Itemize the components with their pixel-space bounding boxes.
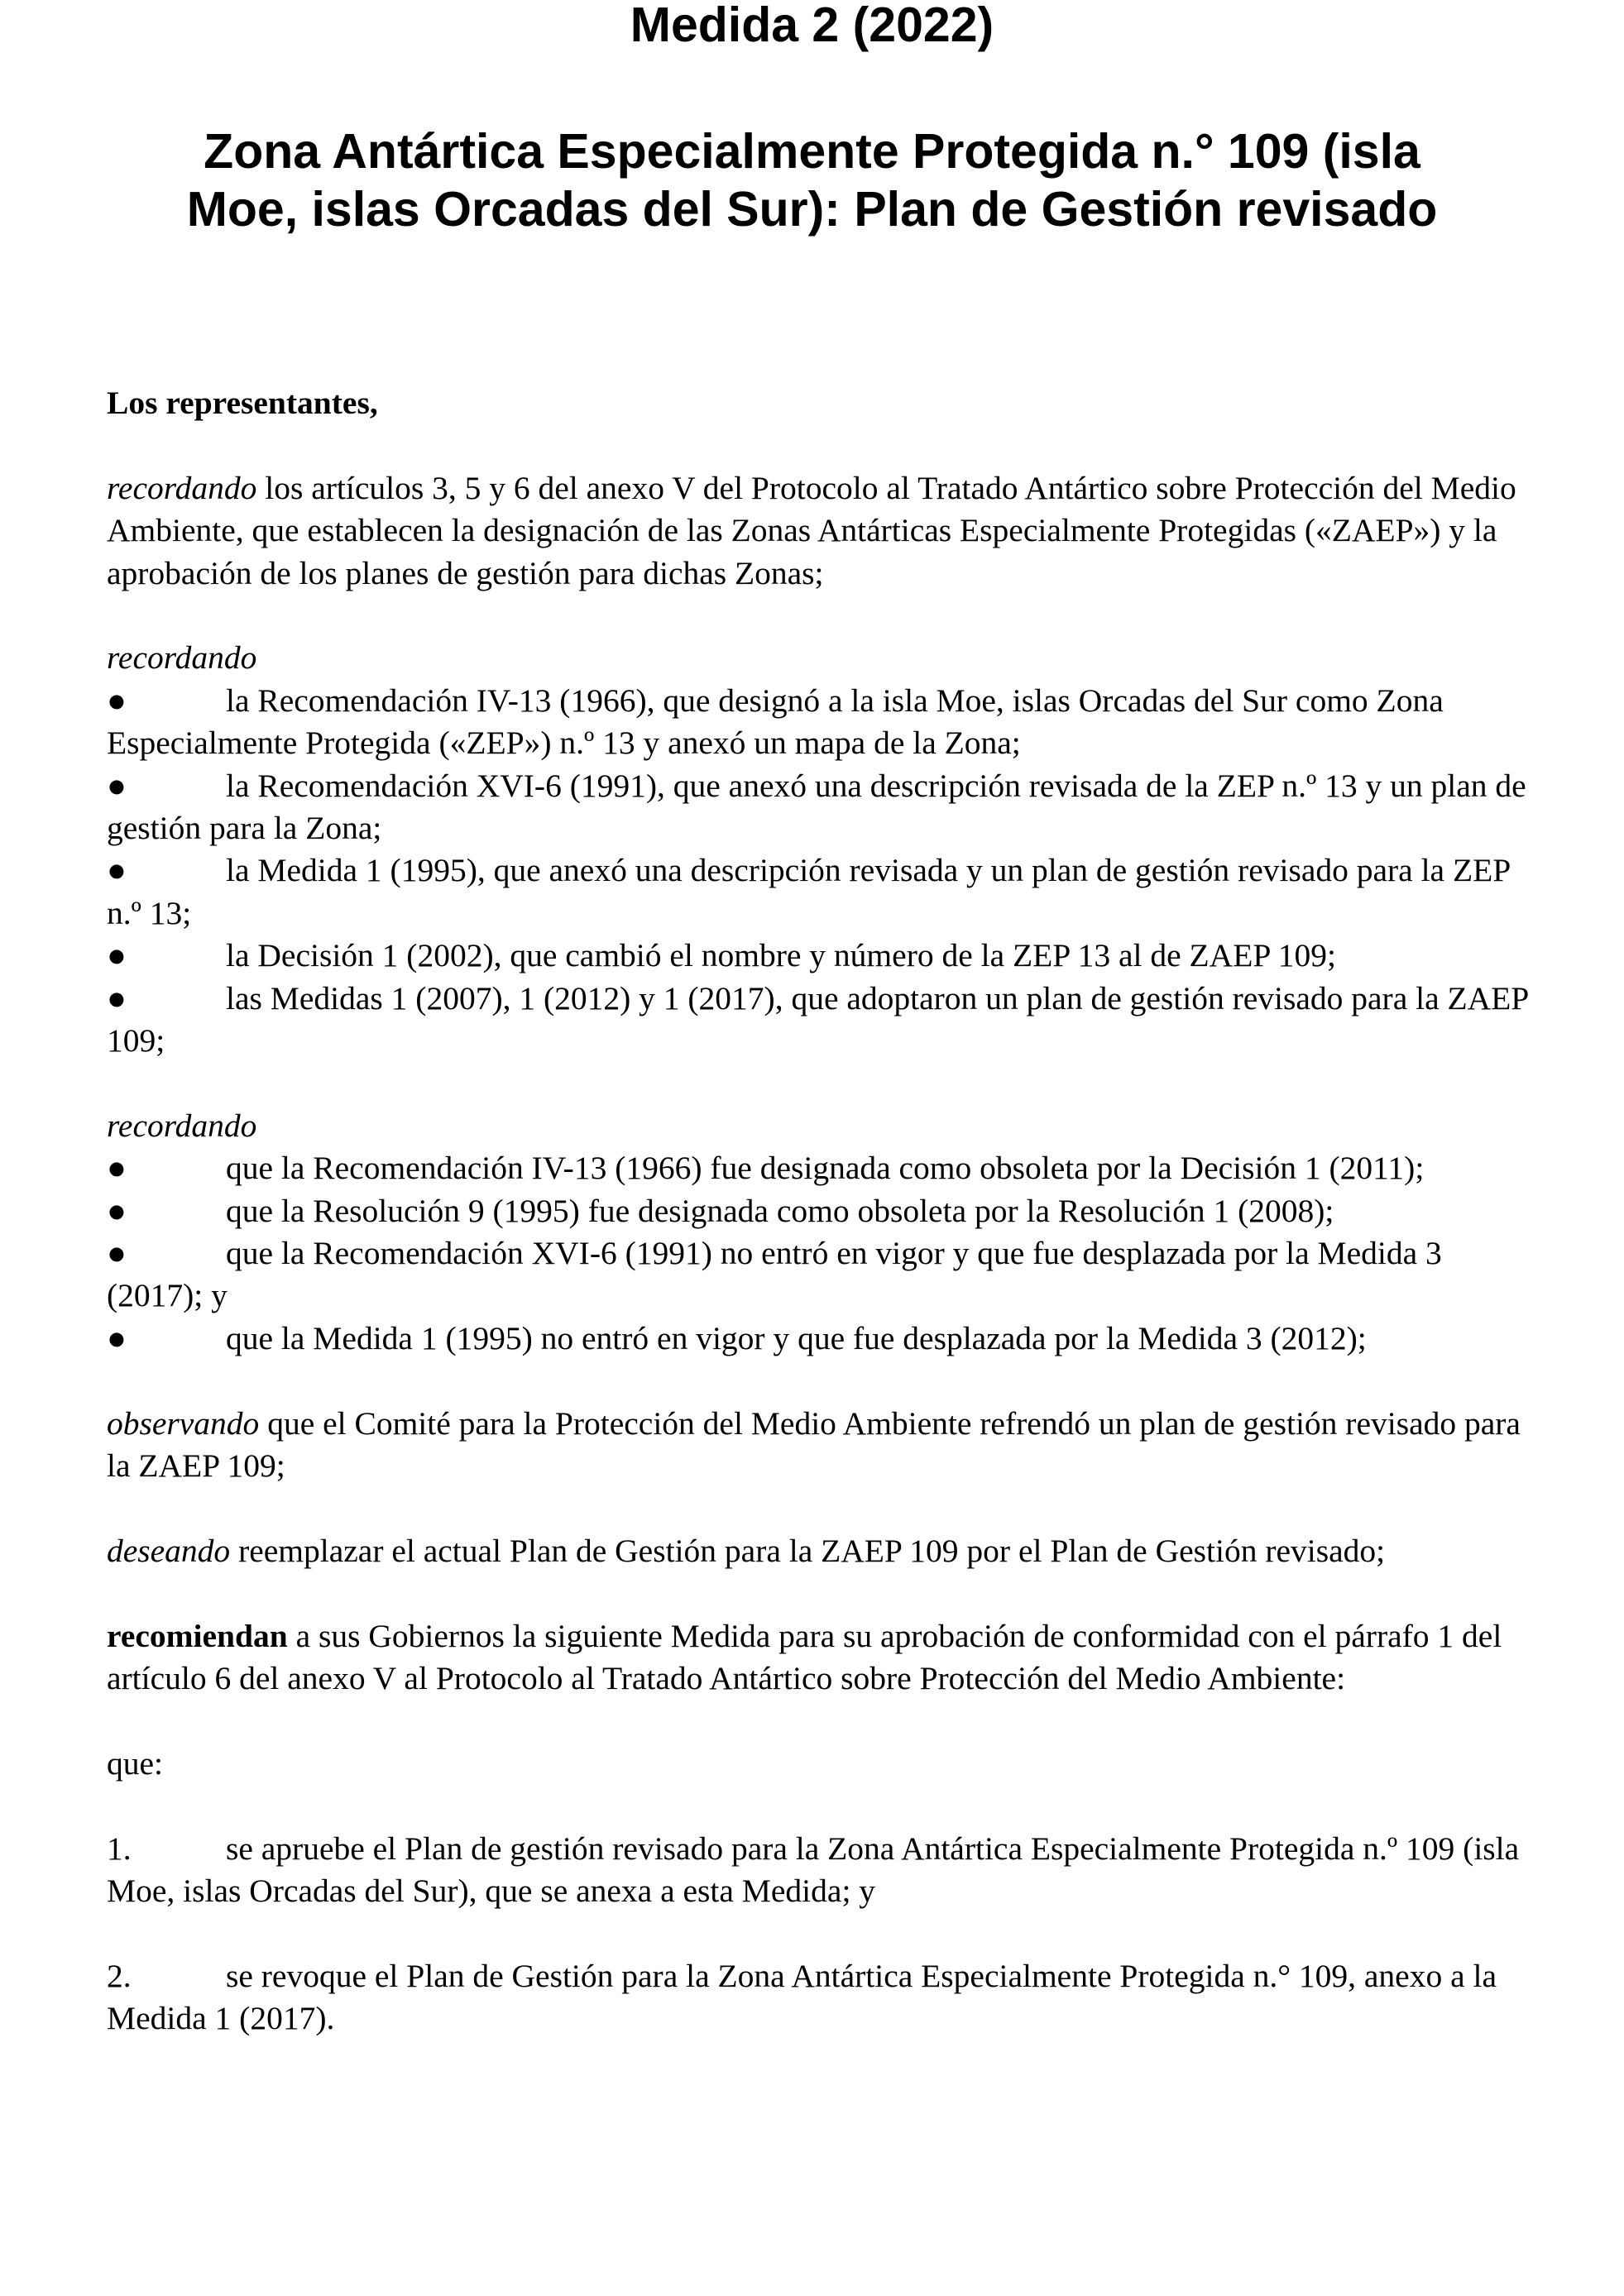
list-item <box>107 1147 1530 1189</box>
paragraph-recommend <box>107 1615 1530 1700</box>
list-item-text: la Recomendación XVI-6 (1991), que anexó una descripción revisada de la ZEP n.º 13 y un plan de gestión para la Zona; <box>107 767 1526 847</box>
bullet-icon: ● <box>107 979 127 1016</box>
list-item <box>107 849 1530 935</box>
paragraph-lead: observando <box>107 1404 260 1442</box>
list-item <box>107 1190 1530 1232</box>
paragraph-lead: recomiendan <box>107 1617 288 1654</box>
bullet-icon: ● <box>107 1192 127 1229</box>
list-item-text: la Decisión 1 (2002), que cambió el nombre y número de la ZEP 13 al de ZAEP 109; <box>226 937 1336 974</box>
paragraph-text: que el Comité para la Protección del Medio Ambiente refrendó un plan de gestión revisado para la ZAEP 109; <box>107 1404 1521 1485</box>
list-item-text: la Medida 1 (1995), que anexó una descripción revisada y un plan de gestión revisado para la ZEP n.º 13; <box>107 852 1510 931</box>
list-item <box>107 765 1530 850</box>
paragraph-text: reemplazar el actual Plan de Gestión para la ZAEP 109 por el Plan de Gestión revisado; <box>230 1532 1386 1569</box>
intro-paragraph <box>107 382 1530 424</box>
document-title-line-1: Zona Antártica Especialmente Protegida n.° 109 (isla <box>204 124 1420 179</box>
document-title <box>0 122 1624 238</box>
resolution-item <box>107 1828 1530 1913</box>
measure-title-text: Medida 2 (2022) <box>630 0 994 52</box>
paragraph-lead: deseando <box>107 1532 231 1569</box>
paragraph-wishing <box>107 1530 1530 1572</box>
que-label: que: <box>107 1744 164 1782</box>
paragraph-recalling-history <box>107 637 1530 679</box>
bullet-icon: ● <box>107 1319 127 1356</box>
resolution-number: 2. <box>107 1957 132 1994</box>
paragraph-lead: recordando <box>107 639 257 677</box>
paragraph-recalling-articles <box>107 467 1530 595</box>
list-item <box>107 978 1530 1063</box>
list-item-text: que la Recomendación IV-13 (1966) fue designada como obsoleta por la Decisión 1 (2011); <box>226 1150 1425 1187</box>
list-item <box>107 1318 1530 1360</box>
list-item-text: las Medidas 1 (2007), 1 (2012) y 1 (2017), que adoptaron un plan de gestión revisado para la ZAEP 109; <box>107 979 1528 1060</box>
intro-text: Los representantes, <box>107 385 378 421</box>
list-item-text: que la Medida 1 (1995) no entró en vigor y que fue desplazada por la Medida 3 (2012); <box>226 1319 1367 1356</box>
list-item-text: la Recomendación IV-13 (1966), que designó a la isla Moe, islas Orcadas del Sur como Zona Especialmente Protegida («ZEP») n.º 13 y anexó un mapa de la Zona; <box>107 682 1444 762</box>
bullet-icon: ● <box>107 767 127 804</box>
document-title-line-2: Moe, islas Orcadas del Sur): Plan de Gestión revisado <box>186 182 1438 237</box>
bullet-icon: ● <box>107 852 127 889</box>
paragraph-text: los artículos 3, 5 y 6 del anexo V del Protocolo al Tratado Antártico sobre Protección del Medio Ambiente, que establecen la designación de las Zonas Antárticas Especialmente Protegidas («ZAEP») y la aprobación de los planes de gestión para dichas Zonas; <box>107 469 1516 591</box>
resolution-item <box>107 1955 1530 2040</box>
list-item <box>107 935 1530 977</box>
resolution-text: se revoque el Plan de Gestión para la Zona Antártica Especialmente Protegida n.° 109, anexo a la Medida 1 (2017). <box>107 1957 1497 2037</box>
paragraph-lead: recordando <box>107 1107 257 1144</box>
paragraph-lead: recordando <box>107 469 257 506</box>
bullet-icon: ● <box>107 1150 127 1187</box>
document-body <box>107 382 1530 2040</box>
bullet-icon: ● <box>107 1235 127 1272</box>
paragraph-text: a sus Gobiernos la siguiente Medida para su aprobación de conformidad con el párrafo 1 del artículo 6 del anexo V al Protocolo al Tratado Antártico sobre Protección del Medio Ambiente: <box>107 1617 1502 1697</box>
resolution-number: 1. <box>107 1830 132 1867</box>
paragraph-noting <box>107 1403 1530 1488</box>
measure-title <box>0 0 1624 54</box>
list-item-text: que la Recomendación XVI-6 (1991) no entró en vigor y que fue desplazada por la Medida 3 (2017); y <box>107 1235 1442 1314</box>
list-item <box>107 1232 1530 1318</box>
list-item-text: que la Resolución 9 (1995) fue designada como obsoleta por la Resolución 1 (2008); <box>226 1192 1334 1229</box>
bullet-icon: ● <box>107 937 127 974</box>
resolution-text: se apruebe el Plan de gestión revisado para la Zona Antártica Especialmente Protegida n.º 109 (isla Moe, islas Orcadas del Sur), que se anexa a esta Medida; y <box>107 1830 1520 1910</box>
paragraph-recalling-obsolete <box>107 1105 1530 1147</box>
list-item <box>107 680 1530 765</box>
bullet-icon: ● <box>107 682 127 719</box>
